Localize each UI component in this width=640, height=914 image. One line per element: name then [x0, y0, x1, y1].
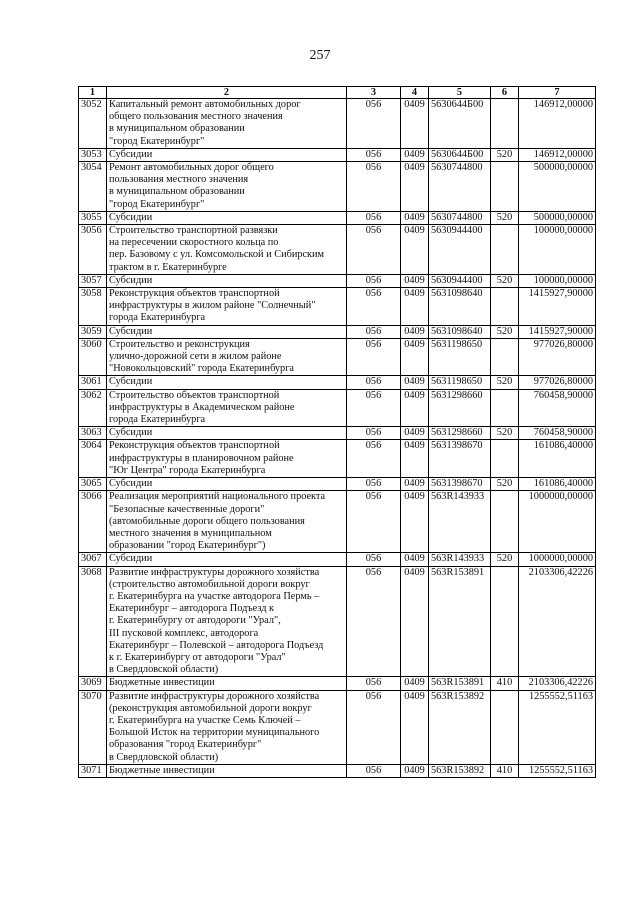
item-name-cell: Субсидии [107, 427, 347, 440]
section-code-cell: 0409 [401, 148, 429, 161]
section-code-cell: 0409 [401, 566, 429, 677]
section-code-cell: 0409 [401, 491, 429, 553]
item-name-cell: Развитие инфраструктуры дорожного хозяйства (реконструкция автомобильной дороги вокруг г. Екатеринбурга на участке Семь Ключей – Большой Исток на территории муниципального образования "город Екатеринбург" в Свердловской области) [107, 690, 347, 764]
section-code-cell: 0409 [401, 99, 429, 149]
ministry-code-cell: 056 [347, 478, 401, 491]
row-number-cell: 3055 [79, 211, 107, 224]
column-header: 4 [401, 87, 429, 99]
section-code-cell: 0409 [401, 553, 429, 566]
item-name-cell: Капитальный ремонт автомобильных дорог общего пользования местного значения в муниципальном образовании "город Екатеринбург" [107, 99, 347, 149]
item-name-cell: Реконструкция объектов транспортной инфраструктуры в жилом районе "Солнечный" города Екатеринбурга [107, 288, 347, 326]
row-number-cell: 3065 [79, 478, 107, 491]
expense-type-cell: 410 [491, 677, 519, 690]
target-code-cell: 563R153892 [429, 690, 491, 764]
table-row [79, 211, 596, 224]
target-code-cell: 563R143933 [429, 553, 491, 566]
table-row [79, 440, 596, 478]
amount-cell: 161086,40000 [519, 440, 596, 478]
section-code-cell: 0409 [401, 338, 429, 376]
expense-type-cell [491, 338, 519, 376]
table-header-row [79, 87, 596, 99]
ministry-code-cell: 056 [347, 288, 401, 326]
page-number: 257 [309, 48, 331, 63]
section-code-cell: 0409 [401, 440, 429, 478]
item-name-cell: Строительство объектов транспортной инфраструктуры в Академическом районе города Екатеринбурга [107, 389, 347, 427]
target-code-cell: 5630644Б00 [429, 148, 491, 161]
amount-cell: 1255552,51163 [519, 690, 596, 764]
item-name-cell: Субсидии [107, 211, 347, 224]
row-number-cell: 3066 [79, 491, 107, 553]
section-code-cell: 0409 [401, 478, 429, 491]
ministry-code-cell: 056 [347, 338, 401, 376]
item-name-cell: Ремонт автомобильных дорог общего пользования местного значения в муниципальном образовании "город Екатеринбург" [107, 162, 347, 212]
item-name-cell: Субсидии [107, 148, 347, 161]
target-code-cell: 5631398670 [429, 440, 491, 478]
ministry-code-cell: 056 [347, 677, 401, 690]
item-name-cell: Бюджетные инвестиции [107, 677, 347, 690]
item-name-cell: Бюджетные инвестиции [107, 764, 347, 777]
item-name-cell: Строительство и реконструкция улично-дорожной сети в жилом районе "Новокольцовский" города Екатеринбурга [107, 338, 347, 376]
column-header: 5 [429, 87, 491, 99]
ministry-code-cell: 056 [347, 225, 401, 275]
row-number-cell: 3058 [79, 288, 107, 326]
row-number-cell: 3069 [79, 677, 107, 690]
table-row [79, 427, 596, 440]
ministry-code-cell: 056 [347, 427, 401, 440]
row-number-cell: 3056 [79, 225, 107, 275]
expense-type-cell [491, 225, 519, 275]
target-code-cell: 5631098640 [429, 288, 491, 326]
ministry-code-cell: 056 [347, 389, 401, 427]
expense-type-cell: 520 [491, 274, 519, 287]
section-code-cell: 0409 [401, 211, 429, 224]
section-code-cell: 0409 [401, 288, 429, 326]
row-number-cell: 3053 [79, 148, 107, 161]
ministry-code-cell: 056 [347, 553, 401, 566]
amount-cell: 1415927,90000 [519, 325, 596, 338]
table-row [79, 148, 596, 161]
column-header: 1 [79, 87, 107, 99]
amount-cell: 977026,80000 [519, 376, 596, 389]
row-number-cell: 3064 [79, 440, 107, 478]
table-row [79, 389, 596, 427]
table-row [79, 162, 596, 212]
row-number-cell: 3054 [79, 162, 107, 212]
ministry-code-cell: 056 [347, 566, 401, 677]
expense-type-cell: 520 [491, 376, 519, 389]
target-code-cell: 563R153892 [429, 764, 491, 777]
table-row [79, 677, 596, 690]
row-number-cell: 3057 [79, 274, 107, 287]
table-row [79, 566, 596, 677]
table-row [79, 478, 596, 491]
row-number-cell: 3062 [79, 389, 107, 427]
ministry-code-cell: 056 [347, 325, 401, 338]
section-code-cell: 0409 [401, 274, 429, 287]
item-name-cell: Субсидии [107, 325, 347, 338]
target-code-cell: 5631298660 [429, 427, 491, 440]
amount-cell: 1415927,90000 [519, 288, 596, 326]
row-number-cell: 3063 [79, 427, 107, 440]
item-name-cell: Субсидии [107, 376, 347, 389]
section-code-cell: 0409 [401, 389, 429, 427]
amount-cell: 1000000,00000 [519, 553, 596, 566]
target-code-cell: 5630744800 [429, 211, 491, 224]
amount-cell: 760458,90000 [519, 427, 596, 440]
row-number-cell: 3071 [79, 764, 107, 777]
table-row [79, 553, 596, 566]
section-code-cell: 0409 [401, 325, 429, 338]
target-code-cell: 5631398670 [429, 478, 491, 491]
expense-type-cell: 520 [491, 148, 519, 161]
expense-type-cell: 520 [491, 478, 519, 491]
amount-cell: 1255552,51163 [519, 764, 596, 777]
amount-cell: 1000000,00000 [519, 491, 596, 553]
expense-type-cell [491, 99, 519, 149]
target-code-cell: 5630644Б00 [429, 99, 491, 149]
ministry-code-cell: 056 [347, 491, 401, 553]
amount-cell: 161086,40000 [519, 478, 596, 491]
expense-type-cell [491, 288, 519, 326]
table-row [79, 99, 596, 149]
amount-cell: 500000,00000 [519, 211, 596, 224]
target-code-cell: 5631198650 [429, 376, 491, 389]
amount-cell: 2103306,42226 [519, 566, 596, 677]
row-number-cell: 3059 [79, 325, 107, 338]
ministry-code-cell: 056 [347, 211, 401, 224]
target-code-cell: 563R143933 [429, 491, 491, 553]
item-name-cell: Развитие инфраструктуры дорожного хозяйства (строительство автомобильной дороги вокруг г. Екатеринбурга на участке автодорога Пермь – Екатеринбург – автодорога Подъезд к г. Екатеринбургу от автодороги "Урал", III пусковой комплекс, автодорога Екатеринбург – Полевской – автодорога Подъезд к г. Екатеринбургу от автодороги "Урал" в Свердловской области) [107, 566, 347, 677]
ministry-code-cell: 056 [347, 690, 401, 764]
amount-cell: 100000,00000 [519, 225, 596, 275]
amount-cell: 100000,00000 [519, 274, 596, 287]
ministry-code-cell: 056 [347, 376, 401, 389]
section-code-cell: 0409 [401, 162, 429, 212]
table-row [79, 338, 596, 376]
item-name-cell: Строительство транспортной развязки на пересечении скоростного кольца по пер. Базовому с ул. Комсомольской и Сибирским трактом в г. Екатеринбурге [107, 225, 347, 275]
target-code-cell: 563R153891 [429, 566, 491, 677]
section-code-cell: 0409 [401, 677, 429, 690]
target-code-cell: 5630944400 [429, 274, 491, 287]
row-number-cell: 3060 [79, 338, 107, 376]
ministry-code-cell: 056 [347, 274, 401, 287]
row-number-cell: 3052 [79, 99, 107, 149]
expense-type-cell: 520 [491, 325, 519, 338]
amount-cell: 146912,00000 [519, 148, 596, 161]
item-name-cell: Субсидии [107, 553, 347, 566]
ministry-code-cell: 056 [347, 148, 401, 161]
table-row [79, 288, 596, 326]
amount-cell: 146912,00000 [519, 99, 596, 149]
expense-type-cell: 520 [491, 211, 519, 224]
table-row [79, 325, 596, 338]
section-code-cell: 0409 [401, 376, 429, 389]
section-code-cell: 0409 [401, 764, 429, 777]
section-code-cell: 0409 [401, 690, 429, 764]
table-row [79, 690, 596, 764]
table-row [79, 764, 596, 777]
expense-type-cell [491, 491, 519, 553]
expense-type-cell: 520 [491, 427, 519, 440]
amount-cell: 760458,90000 [519, 389, 596, 427]
item-name-cell: Реконструкция объектов транспортной инфраструктуры в планировочном районе "Юг Центра" города Екатеринбурга [107, 440, 347, 478]
target-code-cell: 5631098640 [429, 325, 491, 338]
row-number-cell: 3061 [79, 376, 107, 389]
expense-type-cell [491, 566, 519, 677]
amount-cell: 2103306,42226 [519, 677, 596, 690]
target-code-cell: 5630944400 [429, 225, 491, 275]
column-header: 6 [491, 87, 519, 99]
row-number-cell: 3070 [79, 690, 107, 764]
ministry-code-cell: 056 [347, 764, 401, 777]
ministry-code-cell: 056 [347, 440, 401, 478]
ministry-code-cell: 056 [347, 99, 401, 149]
row-number-cell: 3068 [79, 566, 107, 677]
table-row [79, 225, 596, 275]
budget-table [78, 86, 596, 778]
table-row [79, 491, 596, 553]
table-row [79, 274, 596, 287]
expense-type-cell [491, 690, 519, 764]
target-code-cell: 5631298660 [429, 389, 491, 427]
row-number-cell: 3067 [79, 553, 107, 566]
column-header: 2 [107, 87, 347, 99]
section-code-cell: 0409 [401, 225, 429, 275]
ministry-code-cell: 056 [347, 162, 401, 212]
expense-type-cell: 410 [491, 764, 519, 777]
column-header: 3 [347, 87, 401, 99]
table-row [79, 376, 596, 389]
section-code-cell: 0409 [401, 427, 429, 440]
item-name-cell: Реализация мероприятий национального проекта "Безопасные качественные дороги" (автомобильные дороги общего пользования местного значения в муниципальном образовании "город Екатеринбург") [107, 491, 347, 553]
expense-type-cell: 520 [491, 553, 519, 566]
target-code-cell: 5630744800 [429, 162, 491, 212]
item-name-cell: Субсидии [107, 274, 347, 287]
item-name-cell: Субсидии [107, 478, 347, 491]
expense-type-cell [491, 162, 519, 212]
target-code-cell: 563R153891 [429, 677, 491, 690]
column-header: 7 [519, 87, 596, 99]
expense-type-cell [491, 440, 519, 478]
target-code-cell: 5631198650 [429, 338, 491, 376]
expense-type-cell [491, 389, 519, 427]
amount-cell: 500000,00000 [519, 162, 596, 212]
amount-cell: 977026,80000 [519, 338, 596, 376]
